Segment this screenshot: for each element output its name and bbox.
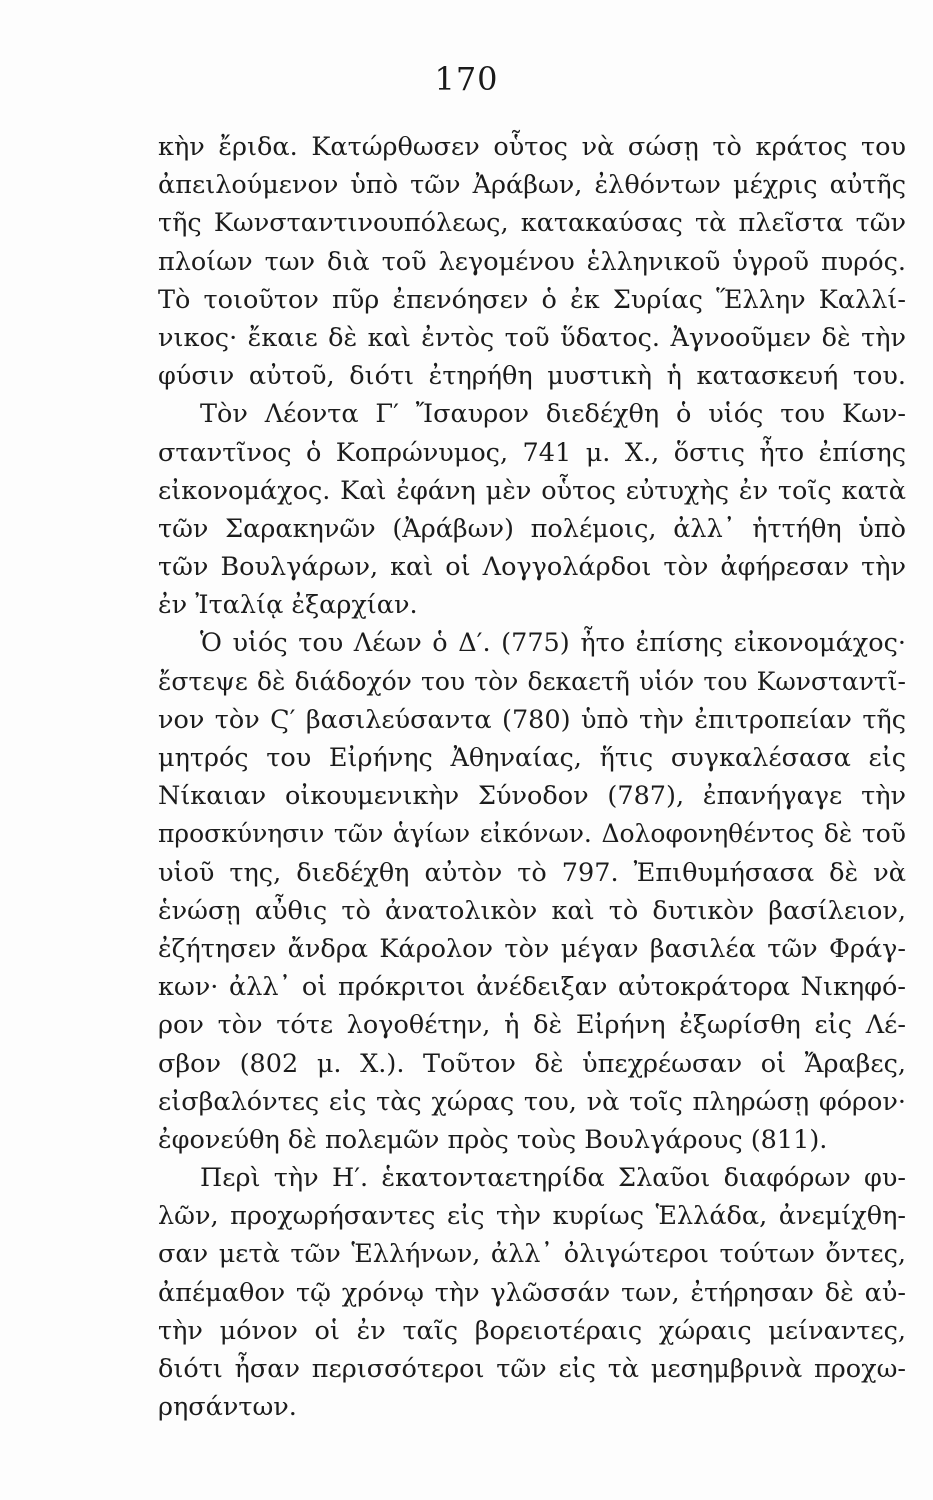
text-line: τῶν Βουλγάρων, καὶ οἱ Λογγολάρδοι τὸν ἀφήρεσαν τὴν (158, 552, 906, 583)
text-line: λῶν, προχωρήσαντες εἰς τὴν κυρίως Ἑλλάδα, ἀνεμίχθη- (158, 1201, 906, 1232)
text-line: Τὸ τοιοῦτον πῦρ ἐπενόησεν ὁ ἐκ Συρίας Ἕλλην Καλλί- (158, 284, 906, 315)
text-line: σαν μετὰ τῶν Ἑλλήνων, ἀλλ᾽ ὀλιγώτεροι τούτων ὄντες, (158, 1239, 906, 1270)
text-line: εἰκονομάχος. Καὶ ἐφάνη μὲν οὗτος εὐτυχὴς ἐν τοῖς κατὰ (158, 475, 906, 506)
text-line: σταντῖνος ὁ Κοπρώνυμος, 741 μ. Χ., ὅστις ἦτο ἐπίσης (158, 437, 906, 468)
text-line: ρον τὸν τότε λογοθέτην, ἡ δὲ Εἰρήνη ἐξωρίσθη εἰς Λέ- (158, 1010, 906, 1041)
text-line: Ὁ υἱός του Λέων ὁ Δ′. (775) ἦτο ἐπίσης εἰκονομάχος· (200, 628, 906, 659)
page-number: 170 (434, 60, 499, 98)
text-line: ἐζήτησεν ἄνδρα Κάρολον τὸν μέγαν βασιλέα τῶν Φράγ- (158, 933, 906, 964)
text-line: Τὸν Λέοντα Γ′ Ἴσαυρον διεδέχθη ὁ υἱός του Κων- (200, 399, 906, 430)
text-line: πλοίων των διὰ τοῦ λεγομένου ἑλληνικοῦ ὑγροῦ πυρός. (158, 246, 906, 277)
text-line: νικος· ἔκαιε δὲ καὶ ἐντὸς τοῦ ὕδατος. Ἀγνοοῦμεν δὲ τὴν (158, 322, 906, 353)
text-line: κων· ἀλλ᾽ οἱ πρόκριτοι ἀνέδειξαν αὐτοκράτορα Νικηφό- (158, 972, 906, 1003)
text-line: υἱοῦ της, διεδέχθη αὐτὸν τὸ 797. Ἐπιθυμήσασα δὲ νὰ (158, 857, 906, 888)
text-line: εἰσβαλόντες εἰς τὰς χώρας του, νὰ τοῖς πληρώσῃ φόρον· (158, 1086, 906, 1117)
text-line: ρησάντων. (158, 1392, 297, 1423)
text-line: νον τὸν Ϛ′ βασιλεύσαντα (780) ὑπὸ τὴν ἐπιτροπείαν τῆς (158, 704, 906, 735)
text-line: ἔστεψε δὲ διάδοχόν του τὸν δεκαετῆ υἱόν του Κωνσταντῖ- (158, 666, 906, 696)
text-line: ἀπειλούμενον ὑπὸ τῶν Ἀράβων, ἐλθόντων μέχρις αὐτῆς (158, 170, 906, 201)
text-line: μητρός του Εἰρήνης Ἀθηναίας, ἥτις συγκαλέσασα εἰς (158, 743, 906, 773)
text-line: Περὶ τὴν Η′. ἑκατονταετηρίδα Σλαῦοι διαφόρων φυ- (200, 1163, 906, 1194)
text-line: ἐν Ἰταλίᾳ ἐξαρχίαν. (158, 590, 418, 621)
text-line: διότι ἦσαν περισσότεροι τῶν εἰς τὰ μεσημβρινὰ προχω- (158, 1354, 906, 1384)
text-line: Νίκαιαν οἰκουμενικὴν Σύνοδον (787), ἐπανήγαγε τὴν (158, 781, 906, 812)
text-line: ἐφονεύθη δὲ πολεμῶν πρὸς τοὺς Βουλγάρους (811). (158, 1124, 828, 1155)
text-line: κὴν ἔριδα. Κατώρθωσεν οὗτος νὰ σώσῃ τὸ κράτος του (158, 132, 906, 162)
text-line: προσκύνησιν τῶν ἁγίων εἰκόνων. Δολοφονηθέντος δὲ τοῦ (158, 819, 906, 849)
text-line: τῆς Κωνσταντινουπόλεως, κατακαύσας τὰ πλεῖστα τῶν (158, 208, 906, 239)
text-line: τὴν μόνον οἱ ἐν ταῖς βορειοτέραις χώραις μείναντες, (158, 1315, 906, 1346)
text-line: τῶν Σαρακηνῶν (Ἀράβων) πολέμοις, ἀλλ᾽ ἡττήθη ὑπὸ (158, 513, 906, 544)
text-line: φύσιν αὐτοῦ, διότι ἐτηρήθη μυστικὴ ἡ κατασκευή του. (158, 361, 906, 392)
text-line: ἀπέμαθον τῷ χρόνῳ τὴν γλῶσσάν των, ἐτήρησαν δὲ αὐ- (158, 1277, 906, 1308)
text-line: σβον (802 μ. Χ.). Τοῦτον δὲ ὑπεχρέωσαν οἱ Ἄραβες, (158, 1048, 906, 1079)
text-line: ἑνώσῃ αὖθις τὸ ἀνατολικὸν καὶ τὸ δυτικὸν βασίλειον, (158, 895, 906, 926)
page-body-text (158, 128, 906, 1426)
